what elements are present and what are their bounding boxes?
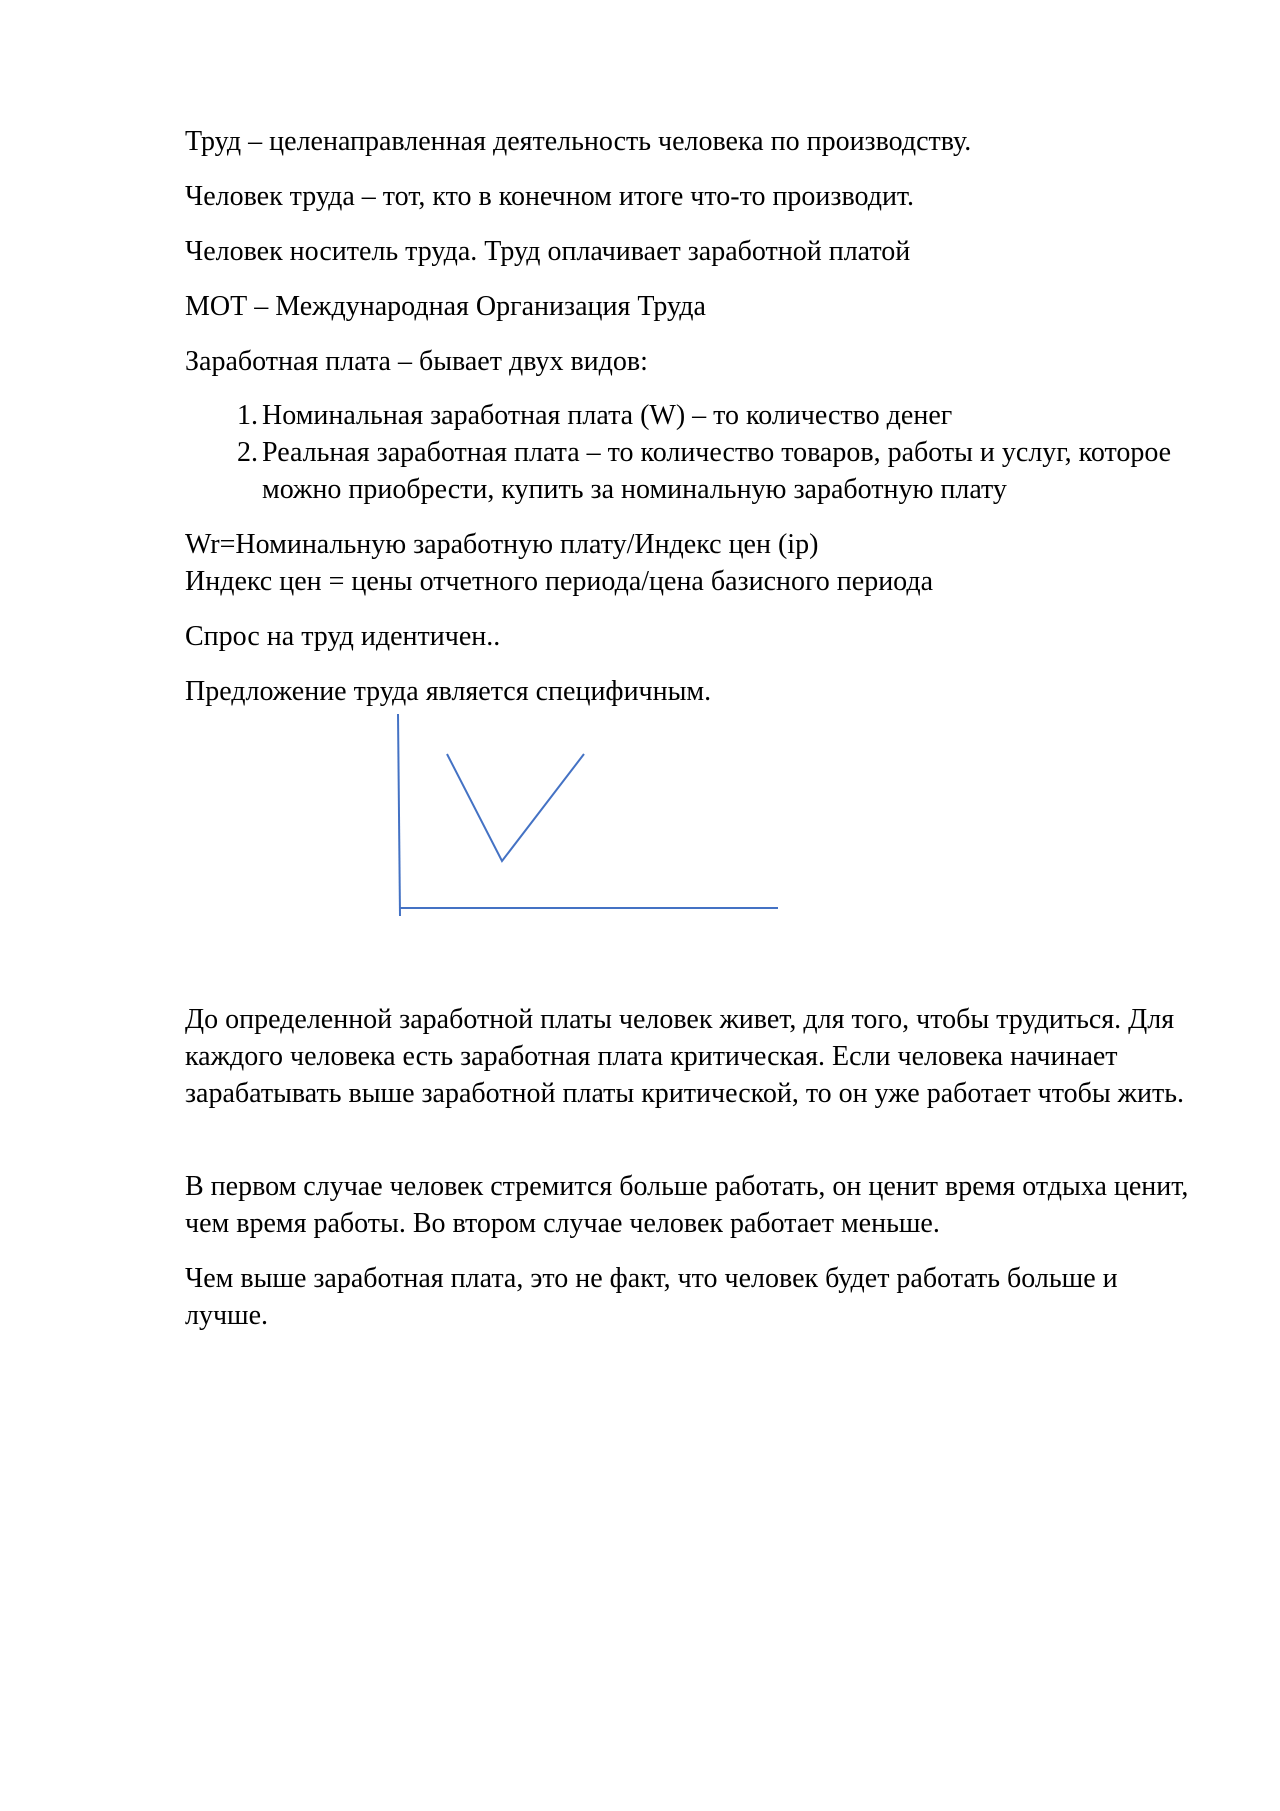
paragraph-labor-supply: Предложение труда является специфичным. xyxy=(185,676,712,707)
list-number-1: 1. xyxy=(237,400,258,431)
formula-real-wage: Wr=Номинальную заработную плату/Индекс цен (ip) xyxy=(185,529,819,560)
paragraph-ilo: МОТ – Международная Организация Труда xyxy=(185,291,706,322)
paragraph-labor-demand: Спрос на труд идентичен.. xyxy=(185,621,501,652)
graph-y-axis xyxy=(398,714,400,916)
paragraph-labor-definition: Труд – целенаправленная деятельность человека по производству. xyxy=(185,126,972,157)
graph-supply-curve xyxy=(447,754,584,861)
paragraph-two-cases: В первом случае человек стремится больше работать, он ценит время отдыха ценит, чем время работы. Во втором случае человек работает меньше. xyxy=(185,1171,1189,1239)
formula-price-index: Индекс цен = цены отчетного периода/цена базисного периода xyxy=(185,566,934,597)
list-number-2: 2. xyxy=(237,437,258,468)
paragraph-higher-wage: Чем выше заработная плата, это не факт, что человек будет работать больше и лучше. xyxy=(185,1263,1118,1331)
paragraph-critical-wage: До определенной заработной платы человек живет, для того, чтобы трудиться. Для каждого человека есть заработная плата критическая. Если человека начинает зарабатывать выше заработной платы критической, то он уже работает чтобы жить. xyxy=(185,1004,1185,1109)
paragraph-labor-payment: Человек носитель труда. Труд оплачивает заработной платой xyxy=(185,236,911,267)
list-item-real-wage: Реальная заработная плата – то количество товаров, работы и услуг, которое можно приобрести, купить за номинальную заработную плату xyxy=(262,437,1172,505)
list-item-nominal-wage: Номинальная заработная плата (W) – то количество денег xyxy=(262,400,953,431)
paragraph-worker-definition: Человек труда – тот, кто в конечном итоге что-то производит. xyxy=(185,181,915,212)
paragraph-wage-types: Заработная плата – бывает двух видов: xyxy=(185,346,648,377)
